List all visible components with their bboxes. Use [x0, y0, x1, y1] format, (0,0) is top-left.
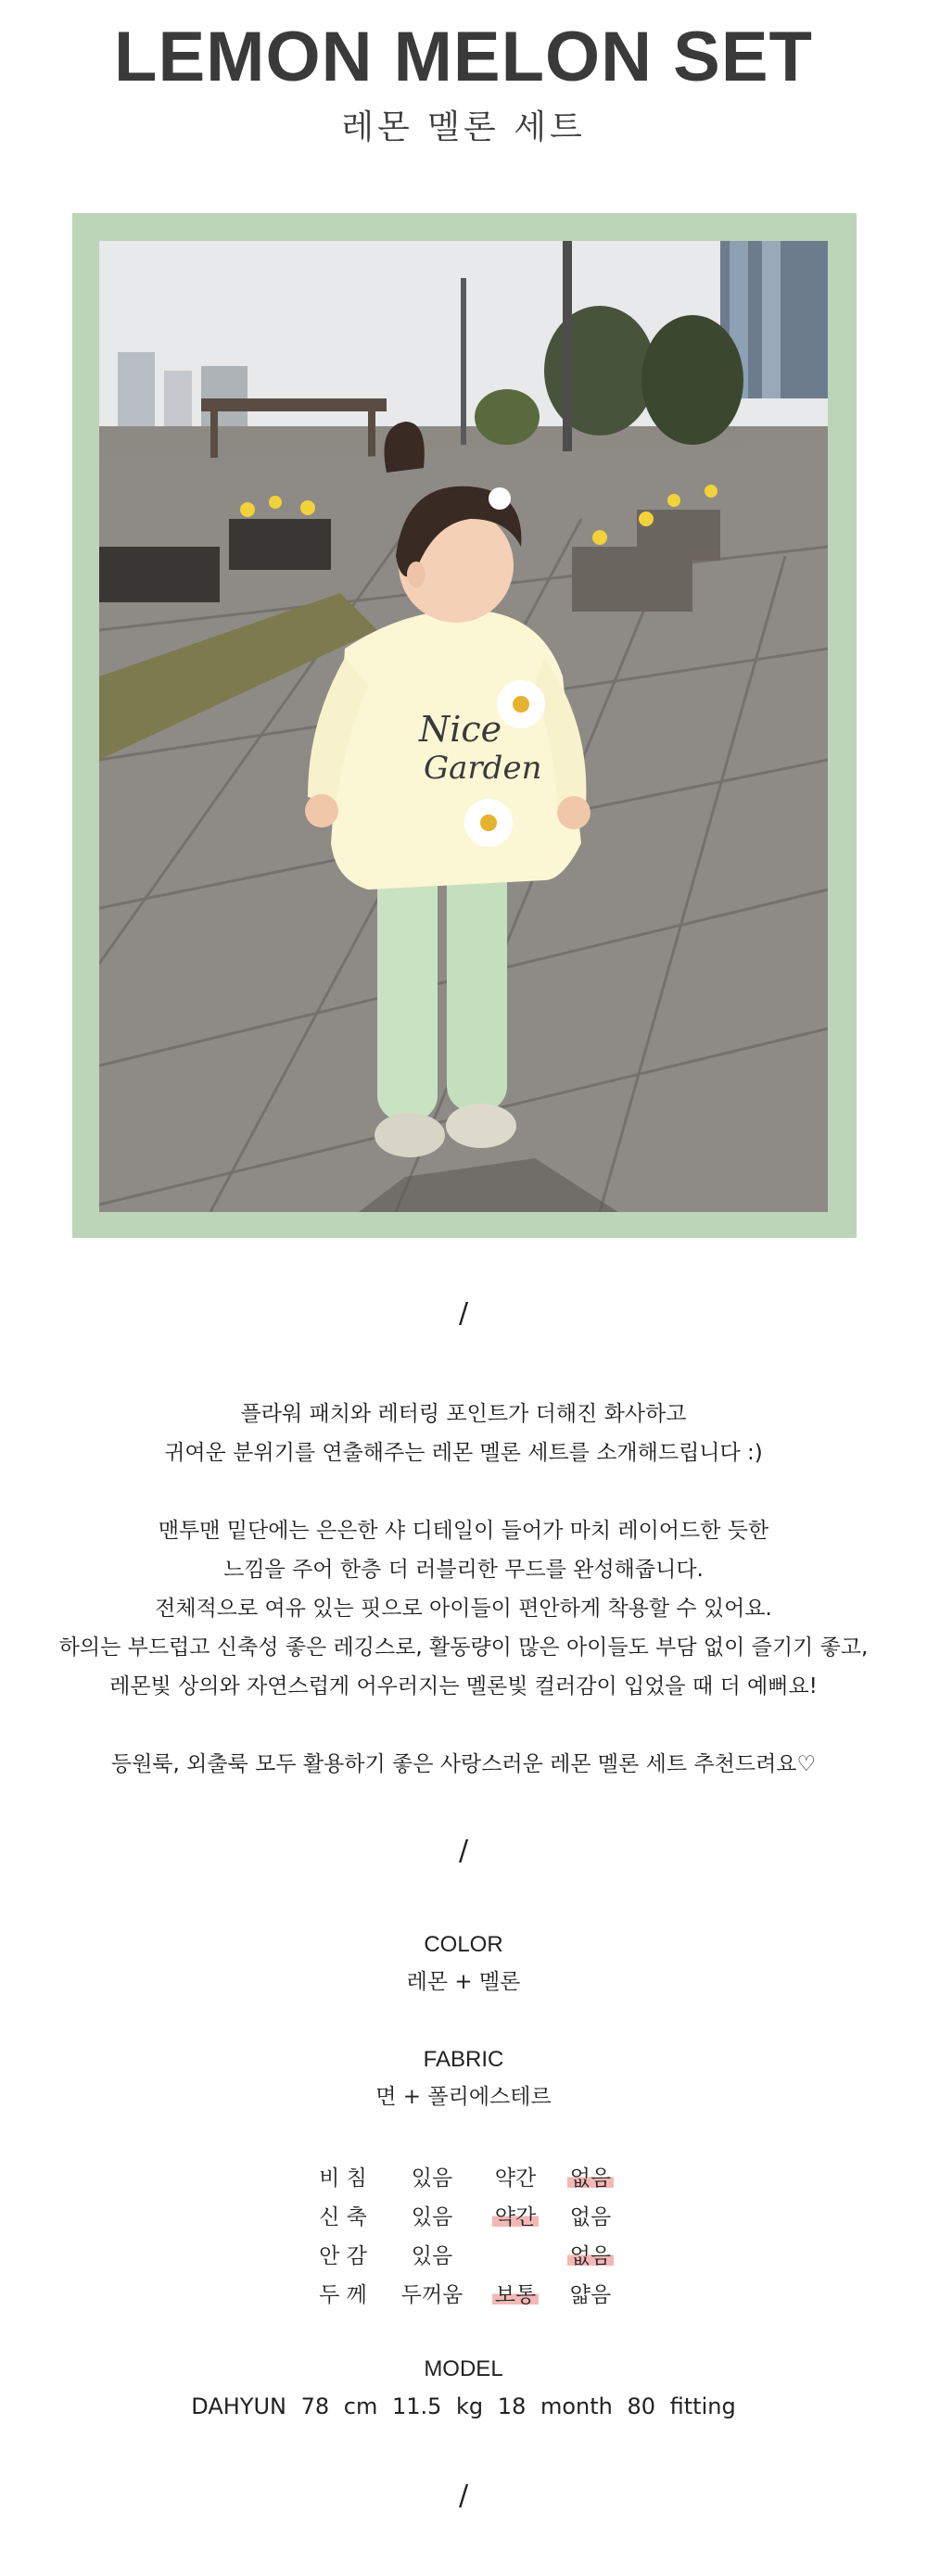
property-row-sheer: [311, 2159, 626, 2198]
description-line: [0, 1472, 927, 1511]
page-title: LEMON MELON SET: [114, 18, 813, 96]
description-line: 등원룩, 외출룩 모두 활용하기 좋은 사랑스러운 레몬 멜론 세트 추천드려요♡: [110, 1752, 817, 1776]
property-option-selected: 약간: [476, 2198, 555, 2237]
description-line: 맨투맨 밑단에는 은은한 샤 디테일이 들어가 마치 레이어드한 듯한: [158, 1519, 769, 1543]
shirt-text-nice: Nice: [419, 709, 502, 750]
color-value: 레몬 + 멜론: [406, 1970, 521, 1994]
description-line: 레몬빛 상의와 자연스럽게 어우러지는 멜론빛 컬러감이 입었을 때 더 예뻐요!: [109, 1674, 818, 1698]
color-label: COLOR: [424, 1932, 503, 1957]
property-row-stretch: [311, 2198, 626, 2237]
description-line: [0, 1706, 927, 1745]
model-value: DAHYUN 78 cm 11.5 kg 18 month 80 fitting: [191, 2393, 736, 2419]
property-option: 있음: [411, 2166, 453, 2191]
fabric-property-table: [311, 2159, 626, 2315]
property-option: 없음: [569, 2205, 612, 2229]
description-line: 귀여운 분위기를 연출해주는 레몬 멜론 세트를 소개해드립니다 :): [164, 1441, 763, 1465]
fabric-label: FABRIC: [423, 2047, 504, 2072]
property-option: 약간: [494, 2166, 537, 2191]
property-name: 안 감: [319, 2244, 367, 2268]
property-name: 두 께: [319, 2283, 367, 2307]
description-line: 전체적으로 여유 있는 핏으로 아이들이 편안하게 착용할 수 있어요.: [155, 1597, 772, 1621]
shirt-text-garden: Garden: [424, 750, 542, 787]
property-option: 있음: [411, 2244, 453, 2268]
section-divider: /: [458, 1297, 469, 1330]
section-divider: /: [458, 2480, 469, 2512]
description-line: 느낌을 주어 한층 더 러블리한 무드를 완성해줍니다.: [223, 1558, 704, 1582]
property-row-thickness: [311, 2276, 626, 2315]
model-label: MODEL: [424, 2356, 503, 2381]
section-divider: /: [458, 1835, 469, 1867]
description-line: 하의는 부드럽고 신축성 좋은 레깅스로, 활동량이 많은 아이들도 부담 없이 즐기기 좋고,: [58, 1635, 869, 1660]
property-option-selected: 없음: [555, 2159, 626, 2198]
property-option-selected: 보통: [476, 2276, 555, 2315]
property-option: 얇음: [569, 2283, 612, 2307]
property-option: 있음: [411, 2205, 453, 2229]
product-photo-toddler-icon: [99, 241, 828, 1212]
fabric-value: 면 + 폴리에스테르: [375, 2085, 552, 2109]
product-description: [0, 1395, 927, 1784]
property-option: 두꺼움: [400, 2283, 464, 2307]
product-photo: [99, 241, 828, 1212]
page-subtitle: 레몬 멜론 세트: [341, 108, 586, 146]
property-option-selected: 없음: [555, 2237, 626, 2276]
property-name: 신 축: [319, 2205, 367, 2229]
property-name: 비 침: [319, 2166, 367, 2191]
description-line: 플라워 패치와 레터링 포인트가 더해진 화사하고: [240, 1402, 687, 1426]
property-row-lining: [311, 2237, 626, 2276]
